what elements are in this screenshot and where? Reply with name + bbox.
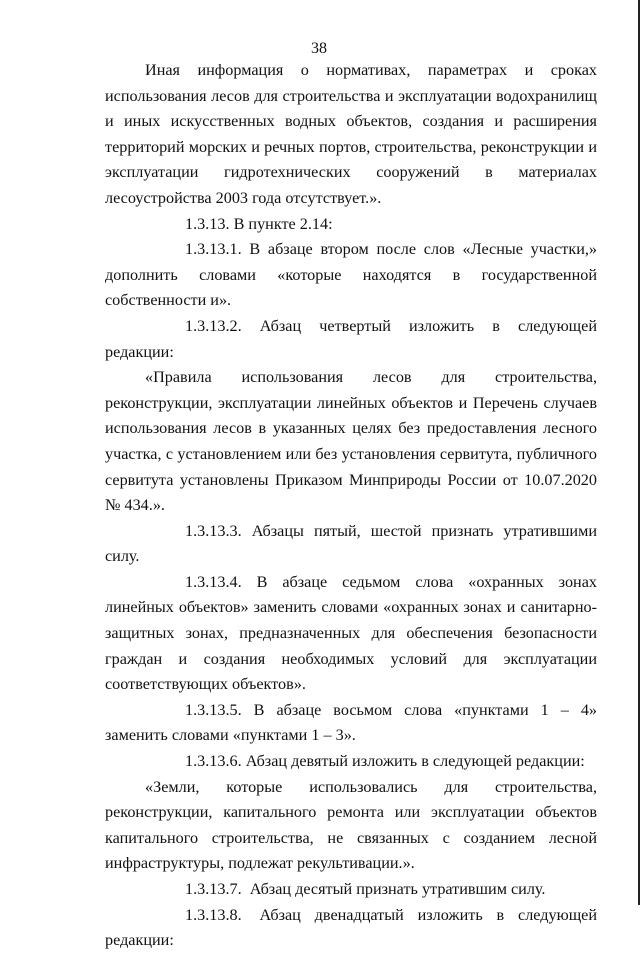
paragraph-1-3-13	[105, 212, 597, 238]
clause-number: 1.3.13.	[185, 214, 230, 233]
paragraph-1-3-13-1	[105, 237, 597, 314]
clause-text: Абзац десятый признать утратившим силу.	[249, 880, 546, 898]
paragraph-1-3-13-2	[105, 314, 597, 365]
clause-number: 1.3.13.6.	[185, 752, 242, 771]
clause-number: 1.3.13.3.	[185, 521, 242, 540]
paragraph-1-3-13-8	[105, 903, 597, 954]
clause-number: 1.3.13.1.	[185, 240, 242, 259]
clause-number: 1.3.13.4.	[185, 572, 242, 591]
clause-number: 1.3.13.2.	[185, 316, 242, 335]
paragraph-1-3-13-3	[105, 519, 597, 570]
clause-number: 1.3.13.7.	[185, 880, 242, 898]
clause-text: Абзац девятый изложить в следующей редакции:	[245, 752, 585, 771]
clause-text: В пункте 2.14:	[233, 214, 333, 233]
paragraph-1-3-13-4	[105, 570, 597, 698]
paragraph-1-3-13-5	[105, 698, 597, 749]
clause-text: Абзацы пятый, шестой признать утратившими силу.	[105, 521, 597, 566]
clause-text: Абзац четвертый изложить в следующей редакции:	[105, 316, 597, 361]
clause-number: 1.3.13.8.	[185, 905, 242, 924]
paragraph-rules-quote: «Правила использования лесов для строительства, реконструкции, эксплуатации линейных объектов и Перечень случаев использования лесов в указанных целях без предоставления лесного участка, с установлением или без установления сервитута, публичного сервитута установлены Приказом Минприроды России от 10.07.2020 № 434.».	[105, 368, 597, 515]
document-body	[105, 58, 597, 954]
clause-number: 1.3.13.5.	[185, 700, 242, 719]
clause-text: В абзаце седьмом слова «охранных зонах линейных объектов» заменить словами «охранных зонах и санитарно-защитных зонах, предназначенных для обеспечения безопасности граждан и создания необходимых условий для эксплуатации соответствующих объектов».	[105, 572, 597, 694]
paragraph-other-info: Иная информация о нормативах, параметрах и сроках использования лесов для строительства и эксплуатации водохранилищ и иных искусственных водных объектов, создания и расширения территорий морских и речных портов, строительства, реконструкции и эксплуатации гидротехнических сооружений в материалах лесоустройства 2003 года отсутствует.».	[105, 61, 597, 207]
paragraph-lands-quote: «Земли, которые использовались для строительства, реконструкции, капитального ремонта или эксплуатации объектов капитального строительства, не связанных с созданием лесной инфраструктуры, подлежат рекультивации.».	[105, 777, 597, 873]
clause-text: Абзац двенадцатый изложить в следующей редакции:	[105, 905, 598, 950]
paragraph-1-3-13-7	[105, 877, 597, 903]
clause-text: В абзаце восьмом слова «пунктами 1 – 4» заменить словами «пунктами 1 – 3».	[105, 700, 598, 745]
page-number: 38	[311, 40, 327, 57]
paragraph-1-3-13-6	[105, 749, 597, 775]
clause-text: В абзаце втором после слов «Лесные участки,» дополнить словами «которые находятся в государственной собственности и».	[105, 240, 598, 310]
